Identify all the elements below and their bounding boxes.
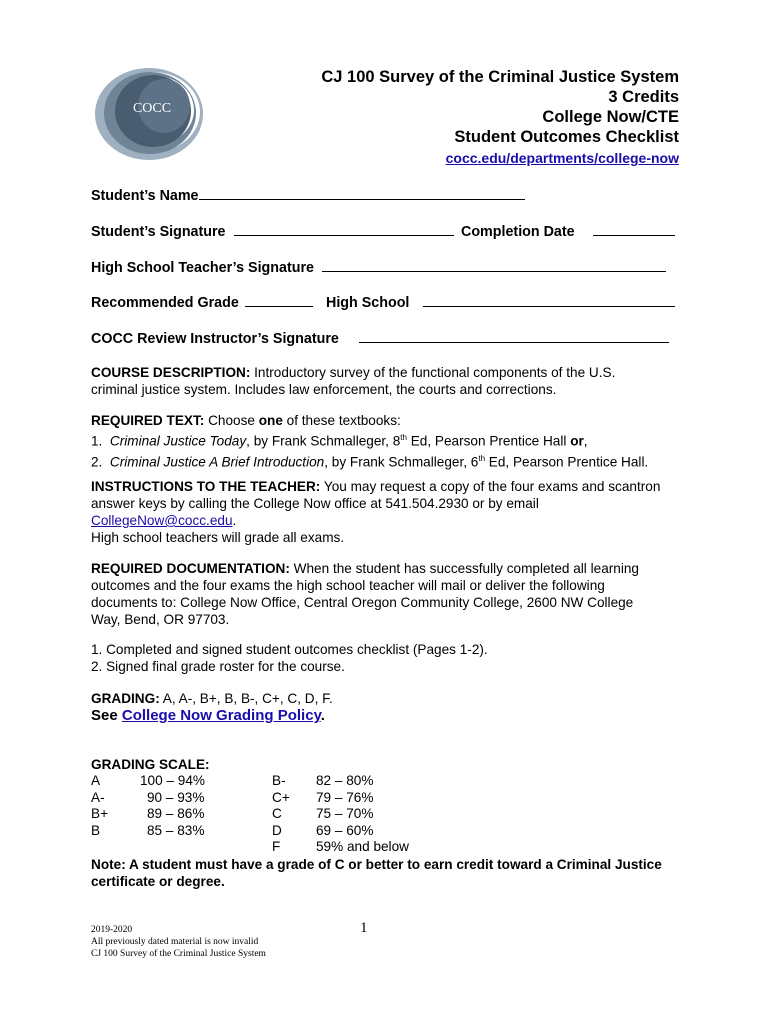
student-name-label: Student’s Name: [91, 188, 199, 204]
grading-policy-link[interactable]: College Now Grading Policy: [121, 707, 321, 724]
high-school-field[interactable]: [326, 292, 675, 311]
grade-row: [91, 806, 108, 821]
textbook-2-number: 2.: [91, 454, 103, 470]
grade-row: [91, 823, 100, 838]
footer-course: CJ 100 Survey of the Criminal Justice System: [91, 949, 266, 959]
period-text: .: [320, 707, 325, 724]
grading-policy-line: [91, 707, 325, 724]
grade-range: 79 – 76%: [316, 790, 374, 805]
document-type: Student Outcomes Checklist: [454, 128, 679, 146]
grading-values: A, A-, B+, B, B-, C+, C, D, F.: [162, 691, 333, 706]
credit-note-line-2: certificate or degree.: [91, 874, 225, 889]
teacher-signature-field[interactable]: [91, 257, 666, 276]
documentation-item: 2. Signed final grade roster for the course.: [91, 659, 345, 674]
instructions-text-4: High school teachers will grade all exams.: [91, 530, 345, 545]
documentation-text-4: Way, Bend, OR 97703.: [91, 612, 230, 627]
student-name-field[interactable]: [91, 185, 525, 204]
grade-letter: A-: [91, 790, 105, 805]
textbook-2-sup: th: [478, 453, 486, 463]
page-number: 1: [360, 920, 368, 936]
grade-row: [91, 773, 100, 788]
grade-letter: B+: [91, 806, 109, 821]
credits: 3 Credits: [608, 88, 679, 106]
course-title: CJ 100 Survey of the Criminal Justice System: [321, 68, 679, 86]
teacher-signature-label: High School Teacher’s Signature: [91, 260, 314, 276]
textbook-1-author: , by Frank Schmalleger, 8: [246, 433, 401, 449]
textbook-2: [91, 450, 691, 471]
teacher-signature-line[interactable]: [322, 257, 666, 272]
student-signature-field[interactable]: [91, 221, 454, 240]
textbook-2-author: , by Frank Schmalleger, 6: [324, 454, 479, 470]
program-name: College Now/CTE: [542, 108, 679, 126]
textbook-1-sup: th: [400, 433, 407, 442]
grade-range: 82 – 80%: [316, 773, 374, 788]
textbook-or: or: [570, 433, 584, 449]
completion-date-label: Completion Date: [461, 224, 575, 240]
grade-row: [91, 790, 105, 805]
student-signature-label: Student’s Signature: [91, 224, 226, 240]
grade-letter: F: [272, 839, 281, 854]
grading: [91, 690, 691, 707]
grade-letter: B: [91, 823, 101, 838]
completion-date-field[interactable]: [461, 221, 675, 240]
required-text-label: REQUIRED TEXT:: [91, 413, 205, 428]
instructor-signature-line[interactable]: [359, 328, 669, 343]
college-now-email-link[interactable]: CollegeNow@cocc.edu: [91, 513, 233, 528]
recommended-grade-line[interactable]: [245, 292, 313, 307]
instructor-signature-label: COCC Review Instructor’s Signature: [91, 331, 339, 347]
required-text-emphasis: one: [258, 413, 283, 428]
cocc-logo: [92, 66, 207, 161]
documentation-text-2: outcomes and the four exams the high school teacher will mail or deliver the following: [91, 578, 605, 593]
course-description: [91, 364, 691, 398]
instructions-text-1: You may request a copy of the four exams and scantron: [323, 479, 661, 494]
logo-mark: [92, 66, 207, 161]
grade-letter: B-: [272, 773, 286, 788]
course-description-label: COURSE DESCRIPTION:: [91, 365, 251, 380]
required-text: [91, 412, 691, 470]
footer: [91, 924, 266, 960]
college-now-link[interactable]: cocc.edu/departments/college-now: [445, 150, 679, 166]
documentation-item: 1. Completed and signed student outcomes checklist (Pages 1-2).: [91, 642, 488, 657]
textbook-1-publisher: Ed, Pearson Prentice Hall: [406, 433, 567, 449]
instructions-label: INSTRUCTIONS TO THE TEACHER:: [91, 479, 321, 494]
grade-range: 85 – 83%: [147, 823, 205, 838]
student-name-line[interactable]: [199, 185, 525, 200]
credit-note: [91, 856, 691, 890]
grade-letter: C: [272, 806, 282, 821]
grade-range: 75 – 70%: [316, 806, 374, 821]
completion-date-line[interactable]: [593, 221, 675, 236]
grade-range: 59% and below: [316, 839, 409, 854]
grade-range: 69 – 60%: [316, 823, 374, 838]
instructions-text-2: answer keys by calling the College Now office at 541.504.2930 or by email: [91, 496, 539, 511]
grading-scale-label: GRADING SCALE:: [91, 757, 210, 772]
textbook-1-title: Criminal Justice Today: [109, 433, 247, 449]
student-signature-line[interactable]: [234, 221, 454, 236]
see-text: See: [91, 707, 118, 724]
documentation-label: REQUIRED DOCUMENTATION:: [91, 561, 290, 576]
instructions-to-teacher: INSTRUCTIONS TO THE TEACHER: You may request a copy of the four exams and scantron answer keys by calling the College Now office at 541.504.2930 or by email CollegeNow@cocc.edu. High school teachers will grade all exams.: [91, 478, 691, 546]
required-text-intro: Choose: [208, 413, 255, 428]
footer-year: 2019-2020: [91, 925, 133, 935]
high-school-line[interactable]: [423, 292, 675, 307]
course-description-text-2: criminal justice system. Includes law enforcement, the courts and corrections.: [91, 382, 557, 397]
grade-letter: D: [272, 823, 282, 838]
documentation-text-1: When the student has successfully completed all learning: [293, 561, 639, 576]
recommended-grade-label: Recommended Grade: [91, 295, 239, 311]
footer-invalid-notice: All previously dated material is now invalid: [91, 937, 259, 947]
textbook-1: 1. Criminal Justice Today, by Frank Schmalleger, 8th Ed, Pearson Prentice Hall or,: [91, 433, 588, 449]
documentation-list: [91, 641, 691, 675]
required-documentation: [91, 560, 691, 628]
credit-note-line-1: Note: A student must have a grade of C or better to earn credit toward a Criminal Justice: [91, 857, 662, 872]
required-text-intro-end: of these textbooks:: [286, 413, 401, 428]
recommended-grade-field[interactable]: [91, 292, 313, 311]
textbook-1-number: 1.: [91, 433, 103, 449]
instructor-signature-field[interactable]: [91, 328, 669, 347]
course-description-text-1: Introductory survey of the functional components of the U.S.: [254, 365, 616, 380]
documentation-text-3: documents to: College Now Office, Central Oregon Community College, 2600 NW College: [91, 595, 634, 610]
textbook-2-title: Criminal Justice A Brief Introduction: [109, 454, 325, 470]
grading-label: GRADING:: [91, 691, 160, 706]
grade-letter: A: [91, 773, 101, 788]
grade-letter: C+: [272, 790, 290, 805]
logo-text: COCC: [132, 101, 172, 116]
document-header: [321, 67, 679, 147]
grade-range: 100 – 94%: [140, 773, 206, 788]
grade-range: 90 – 93%: [147, 790, 205, 805]
grade-range: 89 – 86%: [147, 806, 205, 821]
high-school-label: High School: [326, 295, 410, 311]
textbook-2-publisher: Ed, Pearson Prentice Hall.: [485, 454, 649, 470]
